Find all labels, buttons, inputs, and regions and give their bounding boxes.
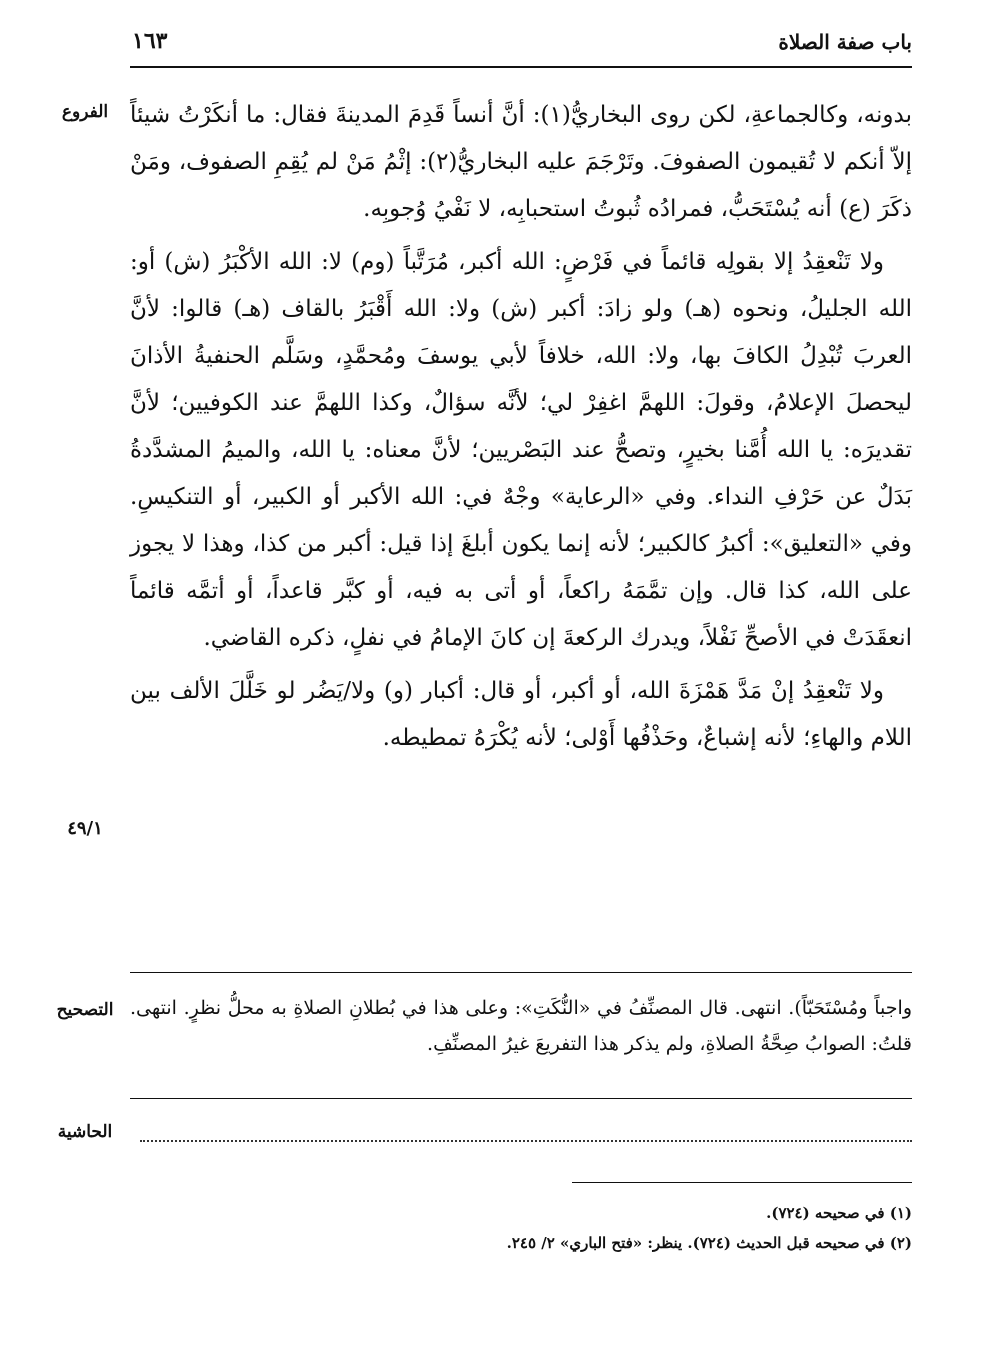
tashih-text: واجباً ومُسْتَحَبّاً). انتهى. قال المصنِّفُ في «النُّكَتِ»: وعلى هذا في بُطلانِ الصلاةِ به محلُّ نظرٍ. انتهى. قلتُ: الصوابُ صِحَّةُ الصلاةِ، ولم يذكر هذا التفريعَ غيرُ المصنِّفِ. xyxy=(130,997,912,1055)
section-divider xyxy=(130,972,912,973)
running-title: باب صفة الصلاة xyxy=(778,30,912,54)
footnotes xyxy=(130,1198,912,1258)
section-divider xyxy=(130,1098,912,1099)
tashih-margin-label: التصحيح xyxy=(56,1000,114,1020)
page-number: ١٦٣ xyxy=(132,28,168,54)
furu-margin-label: الفروع xyxy=(61,102,109,122)
header-rule xyxy=(130,66,912,68)
paragraph-2: ولا تَنْعقِدُ إلا بقولِه قائماً في فَرْضٍ: الله أكبر، مُرَتَّباً (وم) لا: الله الأكْبَرُ (ش) أو: الله الجليلُ، ونحوه (هـ) ولو زادَ: أكبر (ش) ولا: الله أَقْبَرُ بالقاف (هـ) قالوا: لأنَّ العربَ تُبْدِلُ الكافَ بها، ولا: الله، خلافاً لأبي يوسفَ ومُحمَّدٍ، وسَلَّم الحنفيةُ الأذانَ ليحصلَ الإعلامُ، وقولَ: اللهمَّ اغفِرْ لي؛ لأنَّه سؤالٌ، وكذا اللهمَّ عند الكوفيين؛ لأنَّ تقديرَه: يا الله أُمَّنا بخيرٍ، وتصحُّ عند البَصْريين؛ لأنَّ معناه: يا الله، والميمُ المشدَّدةُ بَدَلٌ عن حَرْفِ النداء. وفي «الرعاية» وجْهٌ في: الله الأكبر أو الكبير، أو التنكيسِ. وفي «التعليق»: أكبرُ كالكبير؛ لأنه إنما يكون أبلغَ إذا قيل: أكبر من كذا، وهذا لا يجوز على الله، كذا قال. وإن تمَّمَهُ راكعاً، أو أتى به فيه، أو كبَّر قاعداً، أو أتمَّه قائماً انعقَدَتْ في الأصحِّ نَفْلاً، ويدرك الركعةَ إن كانَ الإمامُ في نفلٍ، ذكره القاضي. xyxy=(130,249,912,651)
hashiya-dotted-line xyxy=(140,1120,912,1142)
paragraph-3: ولا تَنْعقِدُ إنْ مَدَّ هَمْزَةَ الله، أو أكبر، أو قال: أكبار (و) ولا/يَضُر لو خَلَّلَ الألف بين اللام والهاءِ؛ لأنه إشباعٌ، وحَذْفُها أَوْلى؛ لأنه يُكْرَهُ تمطيطه. xyxy=(130,678,912,751)
hashiya-margin-label: الحاشية xyxy=(57,1122,113,1142)
main-text xyxy=(130,92,912,768)
paragraph-1: بدونه، وكالجماعةِ، لكن روى البخاريُّ(١): أنَّ أنساً قَدِمَ المدينةَ فقال: ما أنكَرْتُ شيئاً إلاّ أنكم لا تُقيمون الصفوفَ. وتَرْجَمَ عليه البخاريُّ(٢): إثْمُ مَنْ لم يُقِمِ الصفوف، ومَنْ ذكَرَ (ع) أنه يُسْتَحَبُّ، فمرادُه ثُبوتُ استحبابِه، لا نَفْيُ وُجوبِه. xyxy=(130,102,912,222)
footnote-1: (١) في صحيحه (٧٢٤). xyxy=(766,1204,912,1222)
footnote-2: (٢) في صحيحه قبل الحديث (٧٢٤). ينظر: «فتح الباري» ٢/ ٢٤٥. xyxy=(506,1234,912,1252)
volume-page-reference: ٤٩/١ xyxy=(67,818,103,839)
footnote-rule xyxy=(572,1182,912,1183)
